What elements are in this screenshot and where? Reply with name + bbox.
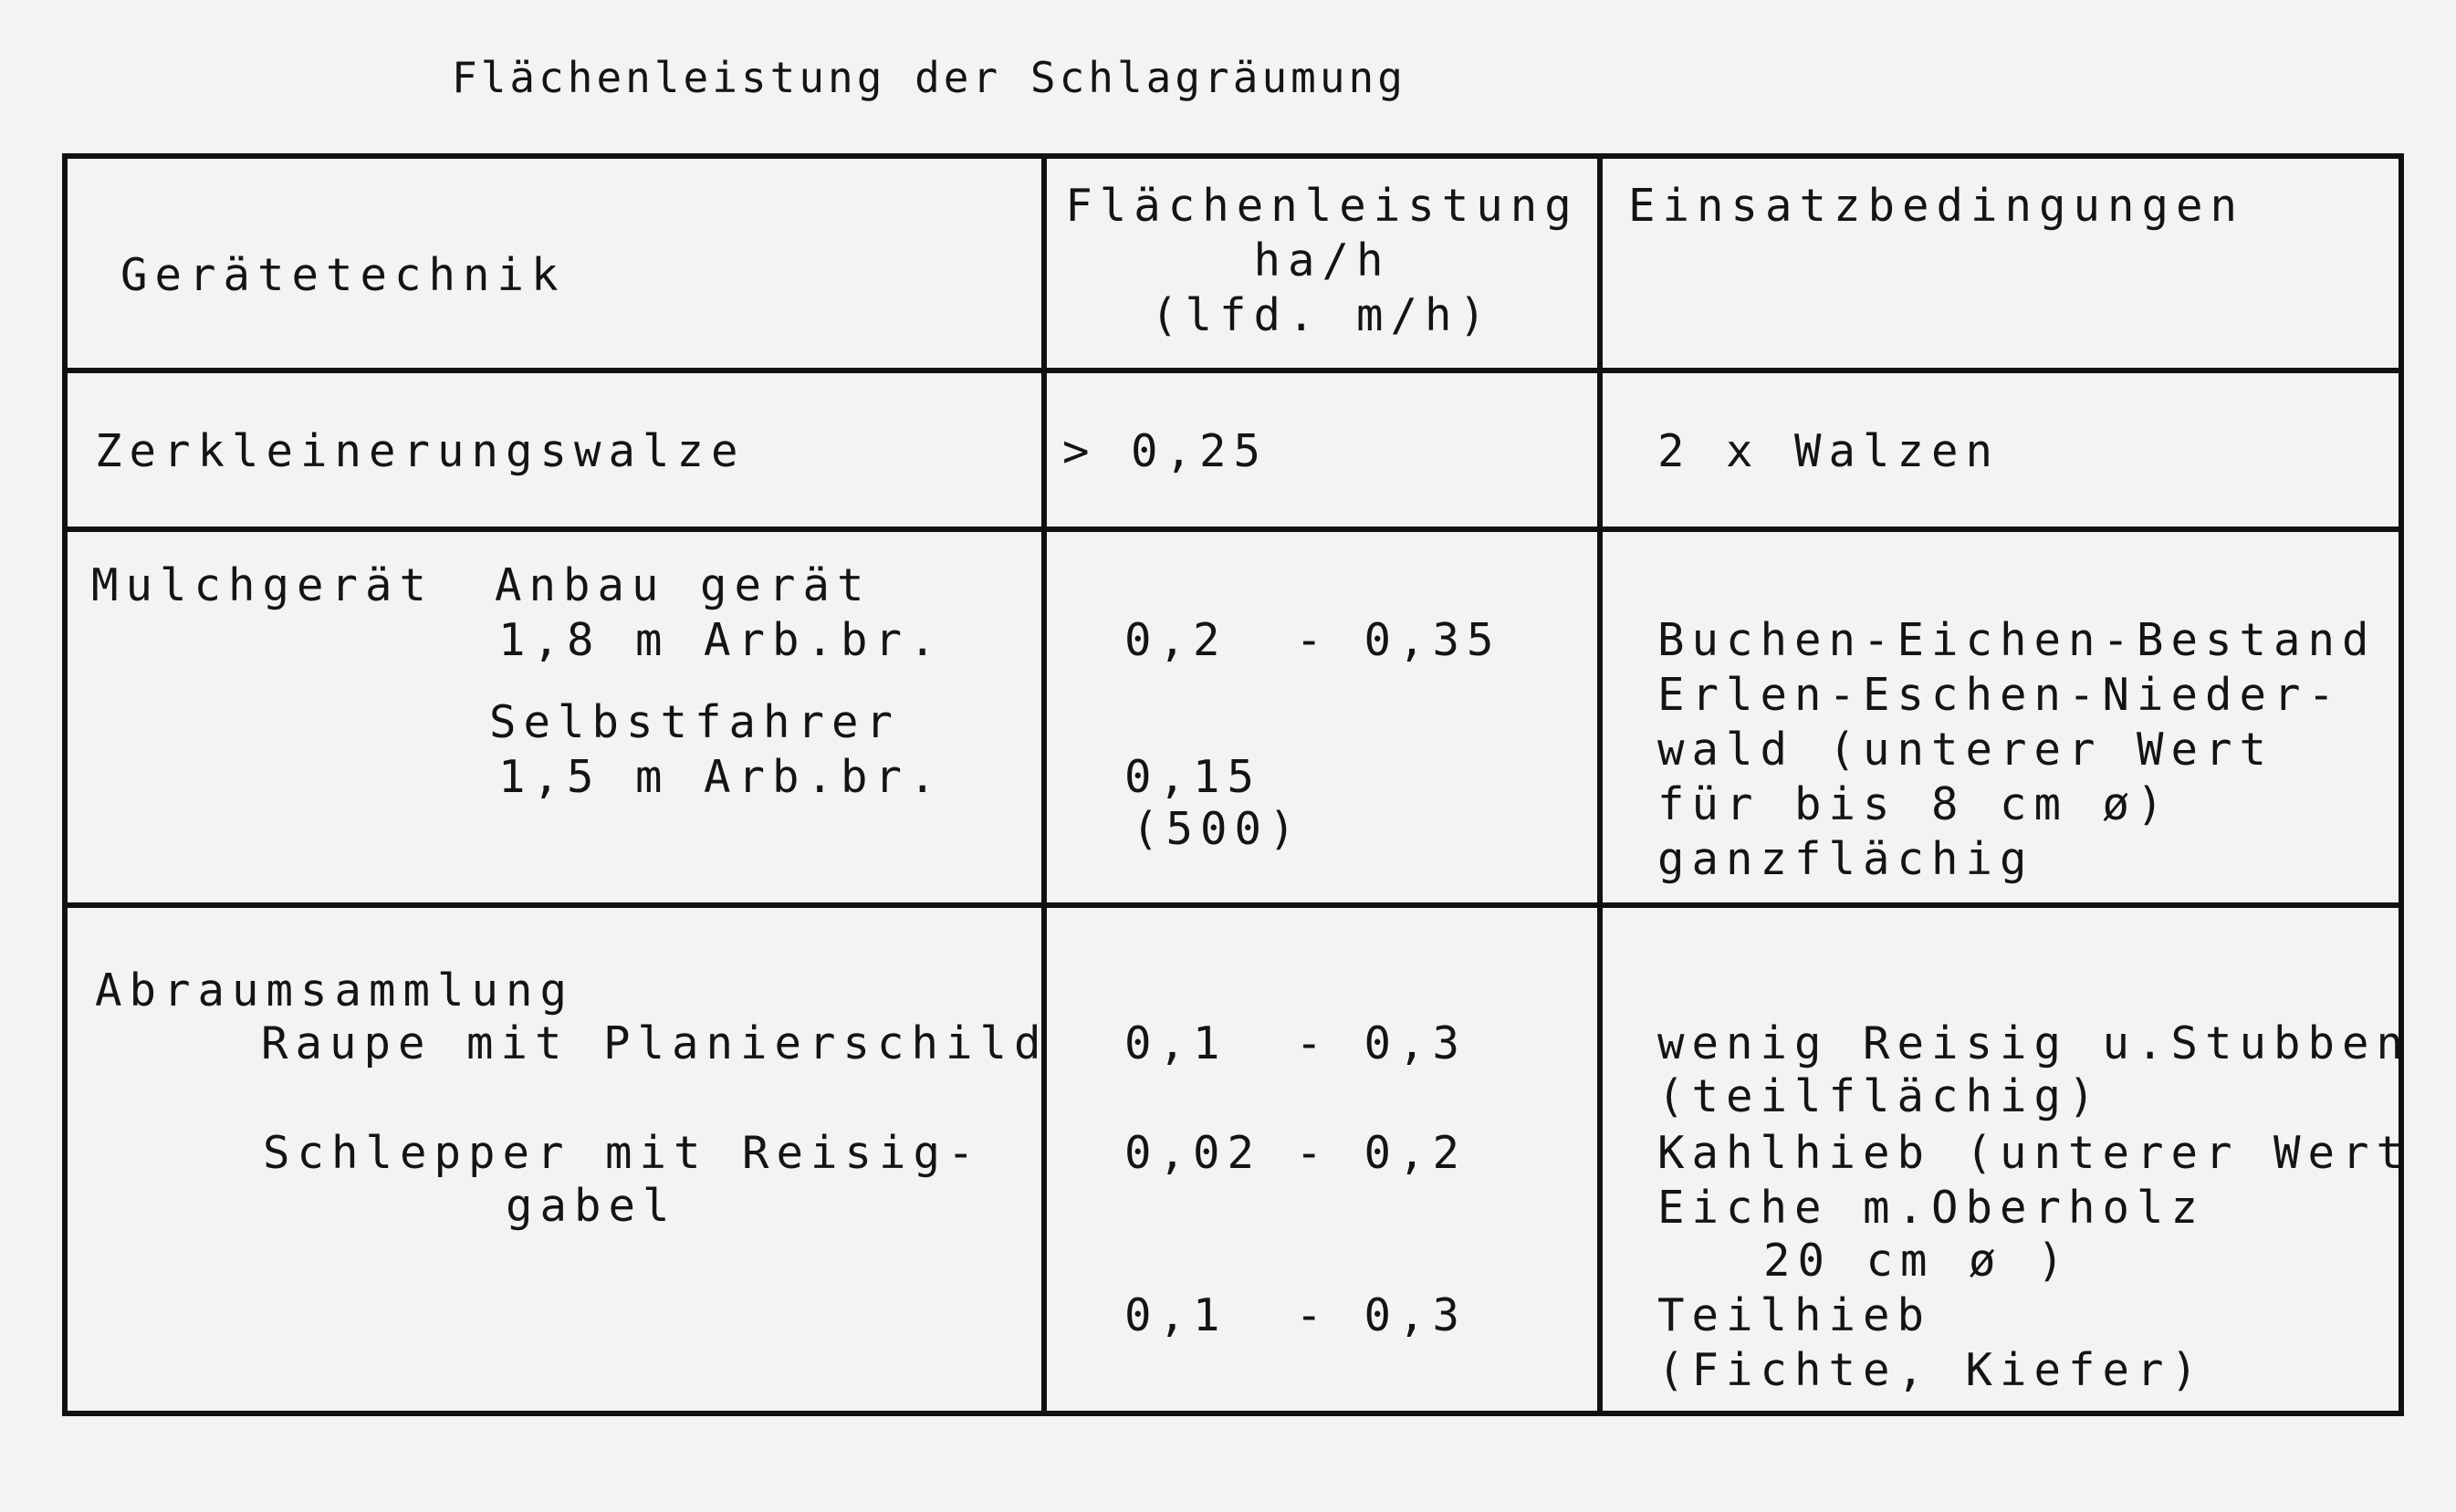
rate-zerkleinerungswalze: > 0,25 — [1062, 425, 1269, 477]
conditions-zerkleinerungswalze: 2 x Walzen — [1657, 425, 2001, 477]
conditions-mulch-line3: wald (unterer Wert — [1657, 724, 2274, 776]
conditions-mulch-line2: Erlen-Eschen-Nieder- — [1657, 669, 2343, 721]
column-divider — [1597, 159, 1603, 1411]
device-schlepper-line2: gabel — [506, 1180, 677, 1232]
row-divider — [68, 902, 2399, 908]
conditions-abraum-line1: wenig Reisig u.Stubben — [1657, 1017, 2411, 1069]
header-conditions: Einsatzbedingungen — [1628, 180, 2245, 232]
conditions-abraum-line6: Teilhieb — [1657, 1289, 1932, 1341]
rate-anbau: 0,2 - 0,35 — [1124, 614, 1501, 666]
anbau-line1: Anbau gerät — [495, 559, 872, 611]
device-schlepper-line1: Schlepper mit Reisig- — [263, 1127, 982, 1179]
performance-table — [62, 153, 2411, 1416]
selbst-line1: Selbstfahrer — [489, 696, 901, 748]
rate-raupe: 0,1 - 0,3 — [1124, 1017, 1468, 1069]
header-rate-line2: ha/h — [1253, 235, 1391, 287]
conditions-abraum-line4: Eiche m.Oberholz — [1657, 1182, 2206, 1234]
rate-schlepper: 0,02 - 0,2 — [1124, 1127, 1468, 1179]
device-group-mulchgeraet: Mulchgerät — [91, 559, 434, 611]
anbau-line2: 1,8 m Arb.br. — [498, 614, 944, 666]
conditions-abraum-line7: (Fichte, Kiefer) — [1657, 1344, 2206, 1396]
rate-selbst-line2: (500) — [1132, 803, 1303, 855]
row-divider — [68, 368, 2399, 373]
conditions-mulch-line5: ganzflächig — [1657, 833, 2034, 885]
device-group-abraumsammlung: Abraumsammlung — [95, 965, 575, 1017]
row-divider — [68, 527, 2399, 532]
rate-selbst-line1: 0,15 — [1124, 751, 1262, 803]
conditions-abraum-line3: Kahlhieb (unterer Wert — [1657, 1127, 2411, 1179]
device-raupe: Raupe mit Planierschild — [261, 1017, 1049, 1069]
conditions-mulch-line4: für bis 8 cm ø) — [1657, 778, 2171, 830]
header-rate-line1: Flächenleistung — [1065, 180, 1579, 232]
conditions-mulch-line1: Buchen-Eichen-Bestand — [1657, 614, 2377, 666]
column-divider — [1041, 159, 1047, 1411]
device-zerkleinerungswalze: Zerkleinerungswalze — [95, 425, 746, 477]
selbst-line2: 1,5 m Arb.br. — [498, 751, 944, 803]
conditions-abraum-line2: (teilflächig) — [1657, 1070, 2103, 1122]
header-device: Gerätetechnik — [120, 249, 566, 301]
header-rate-line3: (lfd. m/h) — [1150, 289, 1493, 341]
page-title: Flächenleistung der Schlagräumung — [452, 53, 1406, 102]
rate-teilhieb: 0,1 - 0,3 — [1124, 1289, 1468, 1341]
conditions-abraum-line5: 20 cm ø ) — [1763, 1235, 2072, 1287]
